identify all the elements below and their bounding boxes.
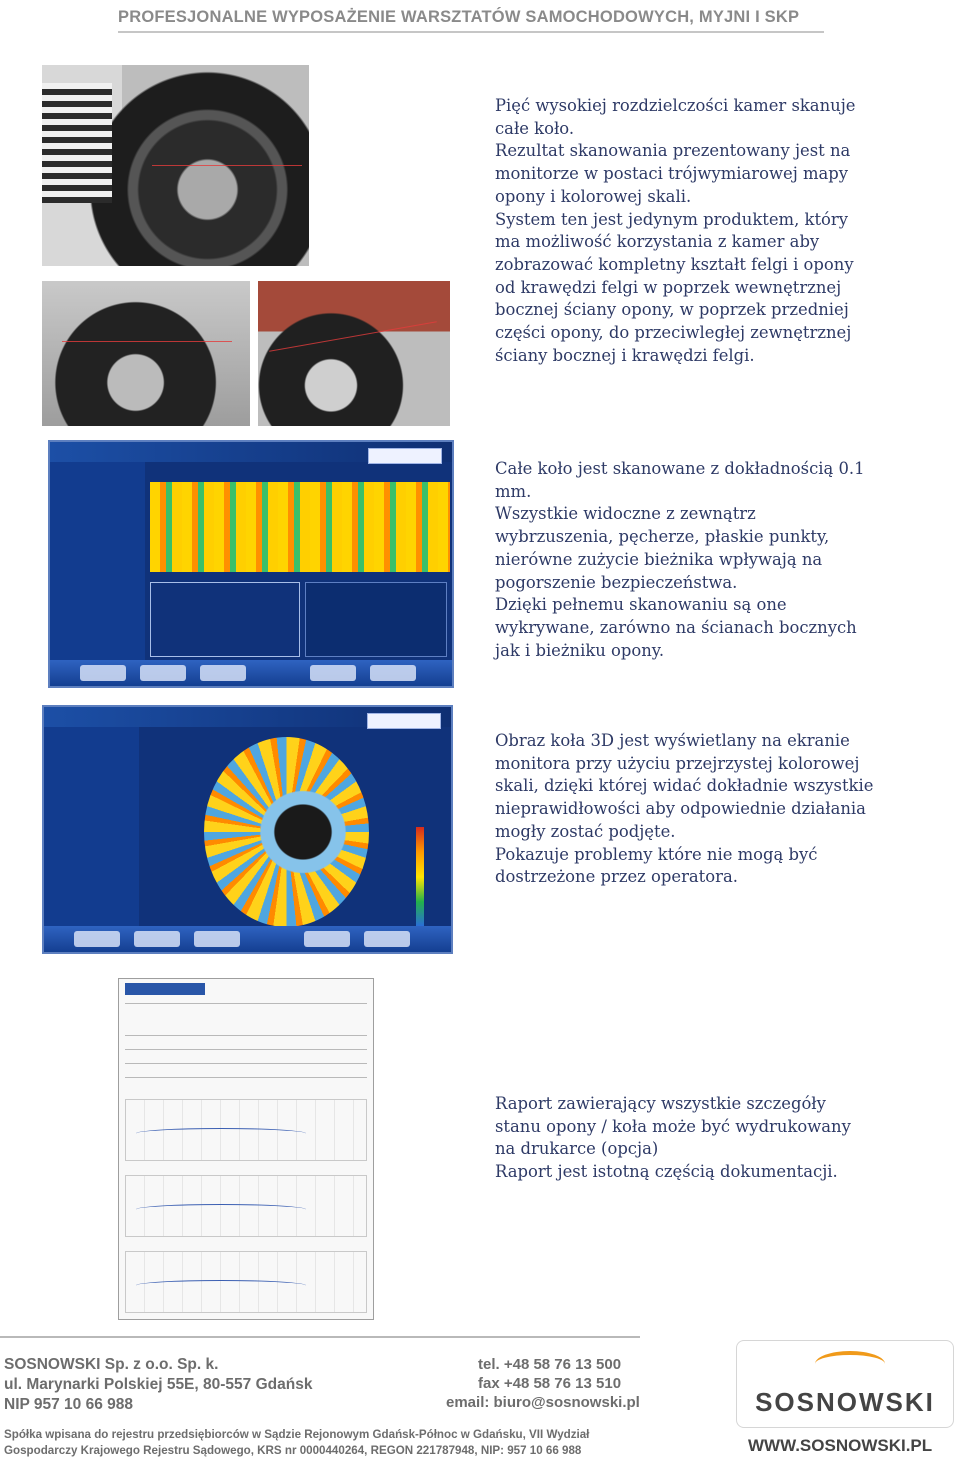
footer-address: ul. Marynarki Polskiej 55E, 80-557 Gdańsk [4, 1376, 313, 1393]
report-rule [125, 1003, 367, 1004]
paragraph: Rezultat skanowania prezentowany jest na monitorze w postaci trójwymiarowej mapy opony i kolorowej skali. [495, 141, 851, 206]
header-title: PROFESJONALNE WYPOSAŻENIE WARSZTATÓW SAMOCHODOWYCH, MYJNI I SKP [118, 8, 800, 26]
screen-sidebar [44, 727, 139, 926]
footer-registry-2: Gospodarczy Krajowego Rejestru Sądowego, KRS nr 0000440264, REGON 221787948, NIP: 957 10 66 988 [4, 1444, 582, 1457]
paragraph: Całe koło jest skanowane z dokładnością 0.1 mm. [495, 459, 865, 501]
report-logo [125, 983, 205, 995]
report-graph [125, 1251, 367, 1313]
screen-sidebar [50, 462, 145, 660]
laser-line [62, 341, 232, 342]
report-rule [125, 1077, 367, 1078]
footer-nip: NIP 957 10 66 988 [4, 1396, 133, 1413]
footer-fax: fax +48 58 76 13 510 [478, 1375, 622, 1392]
paragraph: Pięć wysokiej rozdzielczości kamer skanuje całe koło. [495, 96, 856, 138]
photo-wheel-scanner-camera [42, 65, 309, 266]
report-rule [125, 1063, 367, 1064]
function-key-bar [50, 660, 452, 686]
function-key [74, 931, 120, 947]
photo-wheel-laser-scan-right [258, 281, 450, 426]
section-3-text [495, 730, 875, 889]
report-rule [125, 1035, 367, 1036]
sosnowski-logo [736, 1340, 954, 1428]
paragraph: Raport jest istotną częścią dokumentacji. [495, 1162, 838, 1182]
report-rule [125, 1049, 367, 1050]
function-key [140, 665, 186, 681]
printed-report-thumbnail [118, 978, 374, 1320]
paragraph: Wszystkie widoczne z zewnątrz wybrzuszenia, pęcherze, płaskie punkty, nierówne zużycie bieżnika wpływają na pogorszenie bezpieczeństwa. [495, 504, 830, 592]
screenshot-3d-tire-view [42, 705, 453, 954]
function-key [304, 931, 350, 947]
footer-company: SOSNOWSKI Sp. z o.o. Sp. k. [4, 1356, 219, 1373]
hofmann-logo [367, 713, 441, 729]
footer-tel: tel. +48 58 76 13 500 [478, 1356, 622, 1373]
brand-name: SOSNOWSKI [755, 1387, 935, 1417]
section-1-text [495, 95, 875, 367]
report-graph [125, 1175, 367, 1237]
footer-email[interactable]: email: biuro@sosnowski.pl [446, 1394, 640, 1411]
screenshot-tread-depth-scan [48, 440, 454, 688]
page-header [118, 8, 824, 33]
footer-divider [0, 1336, 640, 1338]
laser-line [152, 165, 302, 166]
function-key-bar [44, 926, 451, 952]
function-key [194, 931, 240, 947]
report-graph [125, 1099, 367, 1161]
laser-line [269, 321, 437, 352]
function-key [364, 931, 410, 947]
website-link[interactable]: WWW.SOSNOWSKI.PL [748, 1436, 933, 1455]
hofmann-logo [368, 448, 442, 464]
header-divider [118, 31, 824, 33]
tread-profile-graph [150, 582, 300, 657]
color-scale [416, 827, 424, 927]
car-swoosh-icon [815, 1351, 885, 1377]
paragraph: System ten jest jedynym produktem, który ma możliwość korzystania z kamer aby zobrazować kompletny kształt felgi i opony od krawędzi felgi w poprzek wewnętrznej bocznej ściany opony, w poprzek przedniej części opony, do przeciwległej zewnętrznej ściany bocznej i krawędzi felgi. [495, 209, 854, 365]
paragraph: Raport zawierający wszystkie szczegóły stanu opony / koła może być wydrukowany na drukarce (opcja) [495, 1094, 851, 1159]
tire-3d-model [204, 737, 369, 927]
function-key [310, 665, 356, 681]
paragraph: Dzięki pełnemu skanowaniu są one wykrywane, zarówno na ścianach bocznych jak i bieżniku opony. [495, 595, 857, 660]
tread-depth-legend [305, 582, 447, 657]
footer-registry-1: Spółka wpisana do rejestru przedsiębiorców w Sądzie Rejonowym Gdańsk-Północ w Gdańsku, VII Wydział [4, 1428, 590, 1441]
scanner-housing [42, 83, 112, 203]
paragraph: Pokazuje problemy które nie mogą być dostrzeżone przez operatora. [495, 844, 818, 887]
section-4-text [495, 1093, 875, 1184]
function-key [200, 665, 246, 681]
function-key [370, 665, 416, 681]
tread-heatmap [150, 482, 450, 572]
function-key [80, 665, 126, 681]
function-key [134, 931, 180, 947]
photo-wheel-laser-scan-left [42, 281, 250, 426]
paragraph: Obraz koła 3D jest wyświetlany na ekranie monitora przy użyciu przejrzystej kolorowej skali, dzięki której widać dokładnie wszystkie nieprawidłowości aby odpowiednie działania mogły zostać podjęte. [495, 731, 874, 841]
section-2-text [495, 458, 875, 662]
